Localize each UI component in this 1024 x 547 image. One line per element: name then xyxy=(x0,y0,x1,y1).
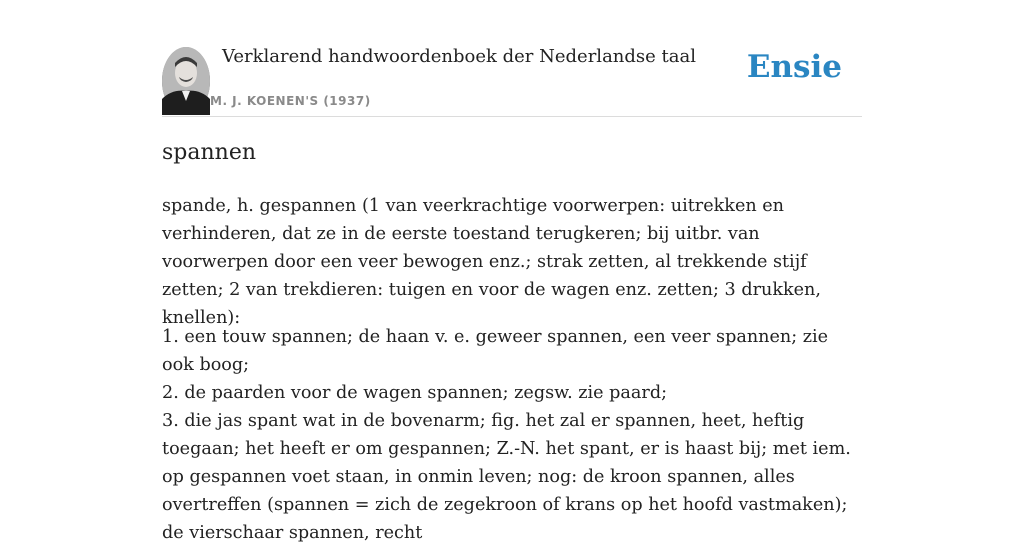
sense-item: 1. een touw spannen; de haan v. e. geweer spannen, een veer spannen; zie ook boog; xyxy=(162,327,829,375)
entry-senses xyxy=(162,323,862,547)
portrait-image xyxy=(162,47,210,115)
dictionary-title: Verklarend handwoordenboek der Nederlandse taal xyxy=(222,46,696,67)
author-portrait xyxy=(162,47,210,115)
entry-definition: spande, h. gespannen (1 van veerkrachtige voorwerpen: uitrekken en verhinderen, dat ze in de eerste toestand terugkeren; bij uitbr. van voorwerpen door een veer bewogen enz.; strak zetten, al trekkende stijf zetten; 2 van trekdieren: tuigen en voor de wagen enz. zetten; 3 drukken, knellen): xyxy=(162,196,821,328)
ensie-logo-link[interactable]: Ensie xyxy=(746,49,842,85)
sense-item: 3. die jas spant wat in de bovenarm; fig. het zal er spannen, heet, heftig toegaan; het heeft er om gespannen; Z.-N. het spant, er is haast bij; met iem. op gespannen voet staan, in onmin leven; nog: de kroon spannen, alles overtreffen (spannen = zich de zegekroon of krans op het hoofd vastmaken); de vierschaar spannen, recht xyxy=(162,411,851,543)
sense-item: 2. de paarden voor de wagen spannen; zegsw. zie paard; xyxy=(162,383,668,403)
dictionary-edition: M. J. KOENEN'S (1937) xyxy=(210,94,371,108)
entry-headword: spannen xyxy=(162,140,257,165)
dictionary-header xyxy=(162,0,862,117)
content-column xyxy=(162,0,862,543)
